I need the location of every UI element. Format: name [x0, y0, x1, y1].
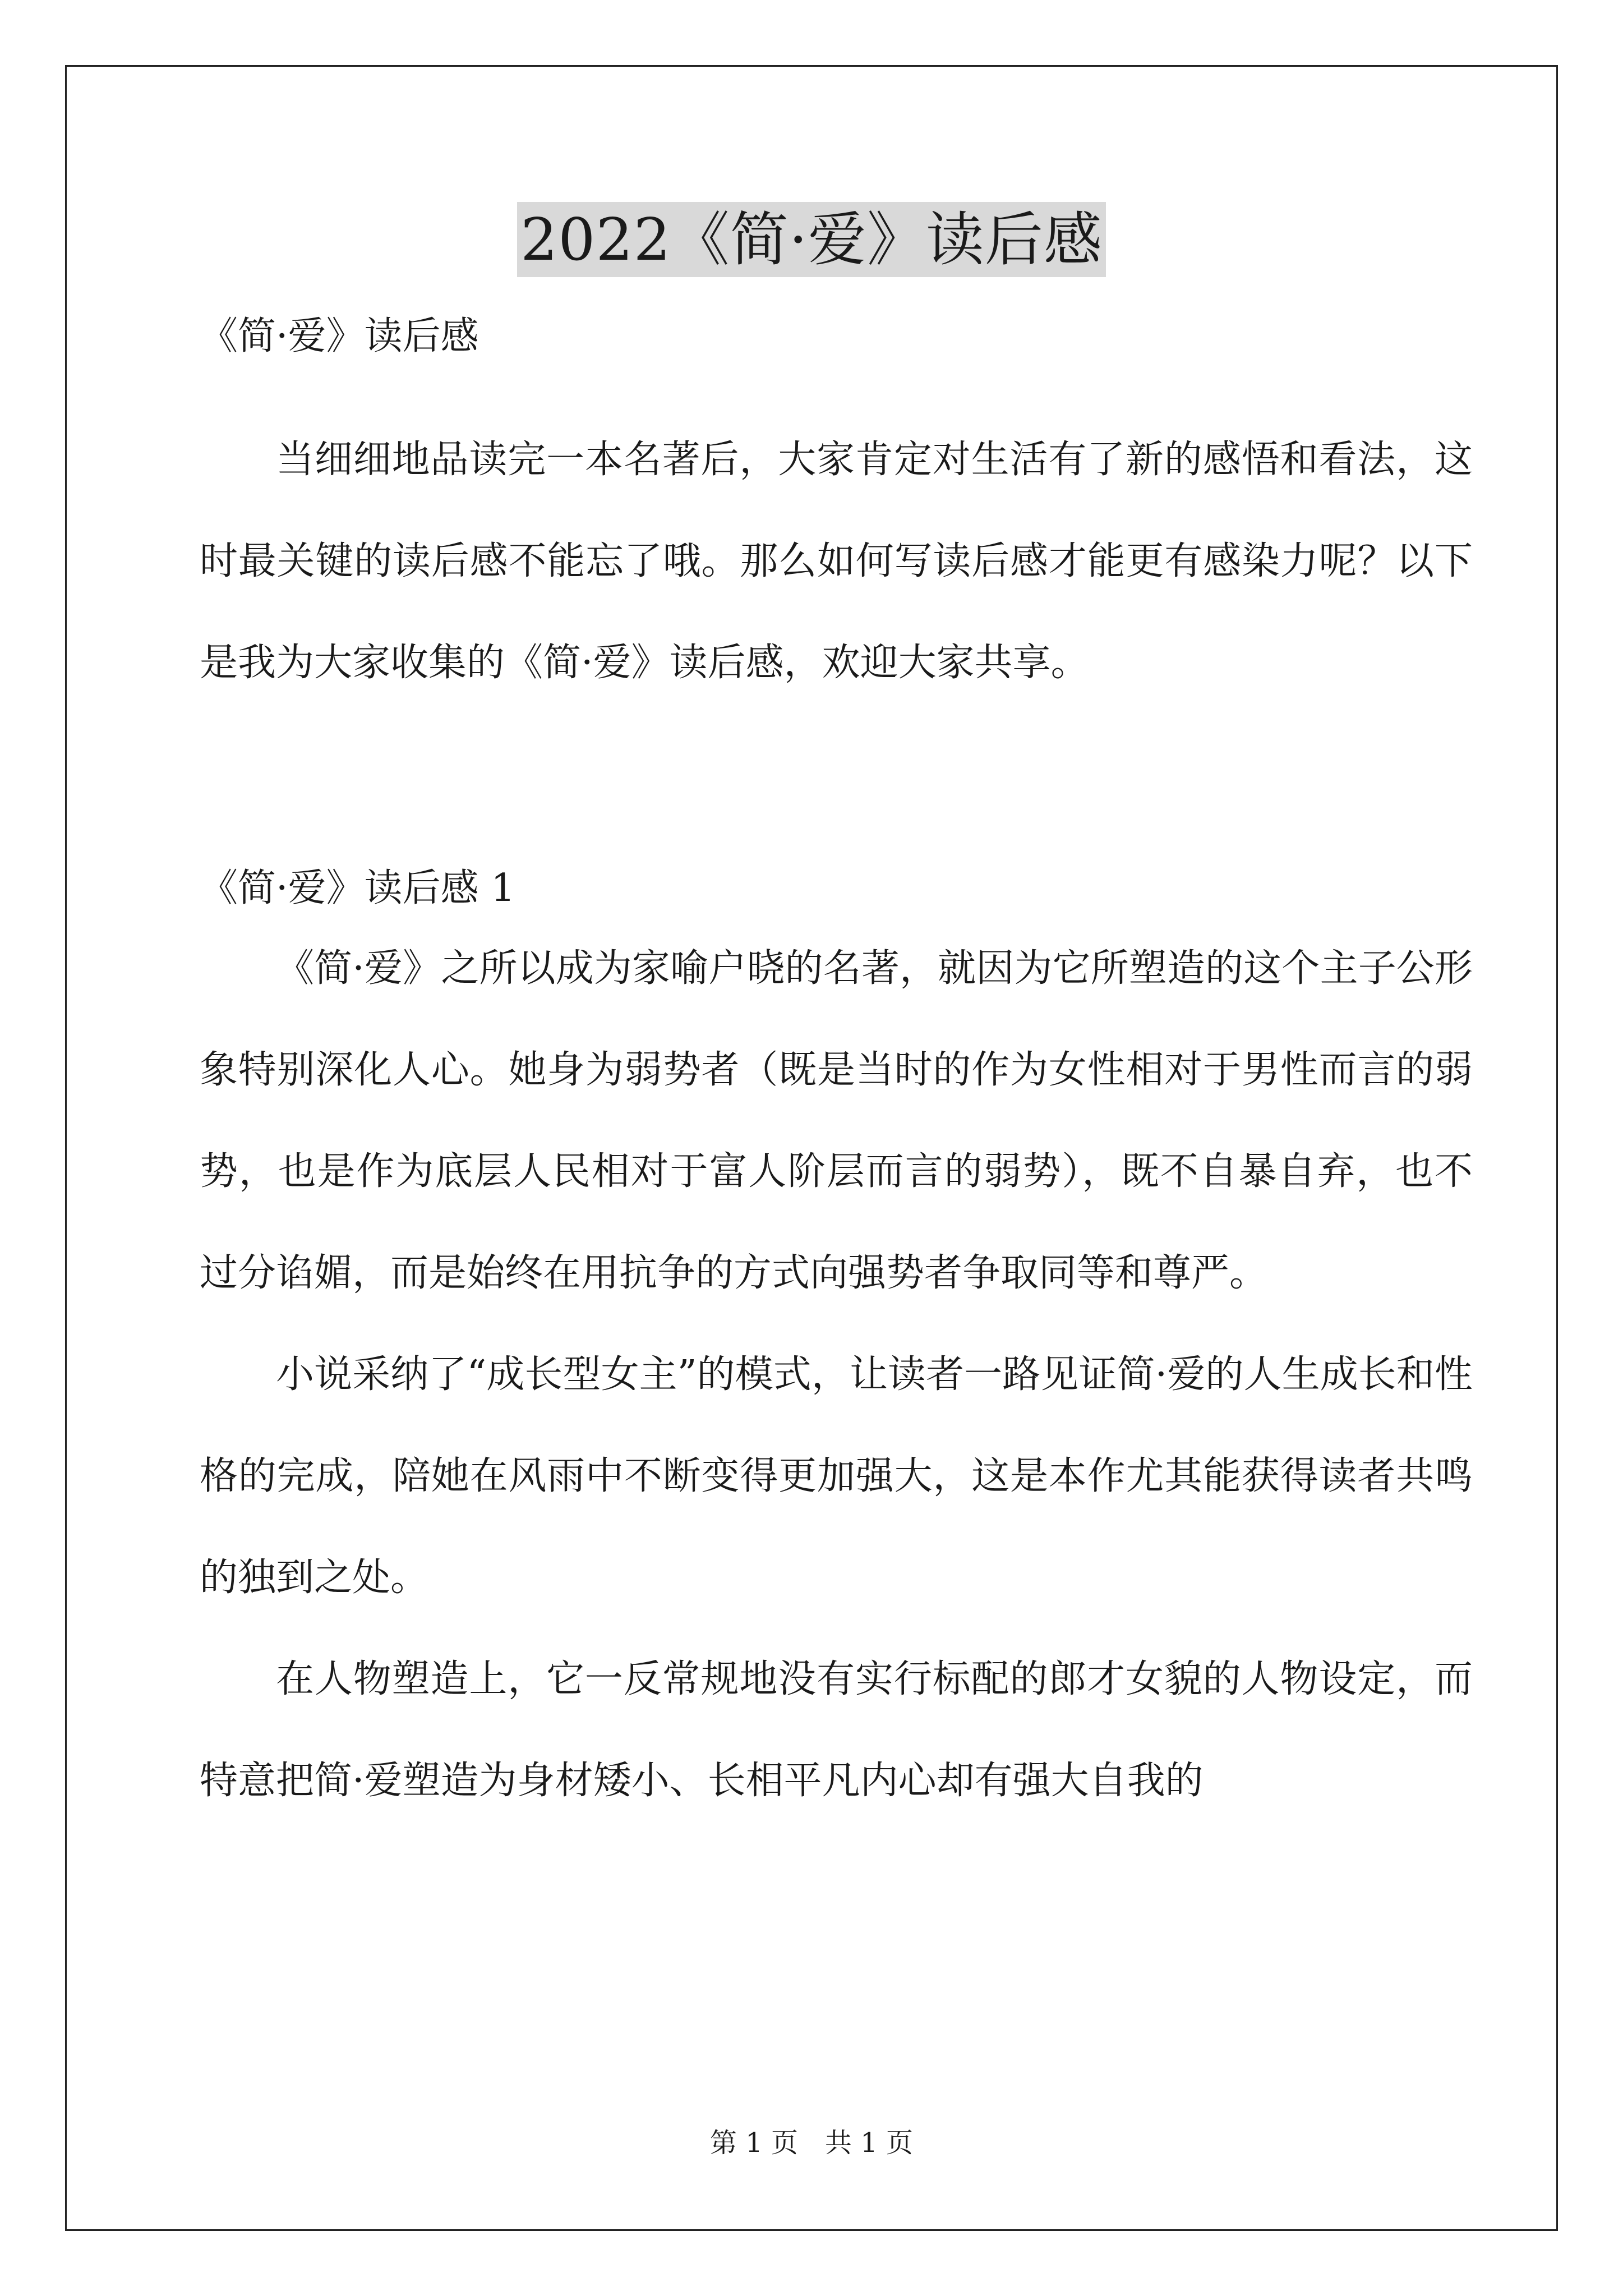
title-container — [0, 202, 1623, 277]
page-total: 共 1 页 — [825, 2127, 914, 2159]
body-paragraph-1: 《简·爱》之所以成为家喻户晓的名著，就因为它所塑造的这个主子公形象特别深化人心。她身为弱势者（既是当时的作为女性相对于男性而言的弱势，也是作为底层人民相对于富人阶层而言的弱势），既不自暴自弃，也不过分谄媚，而是始终在用抗争的方式向强势者争取同等和尊严。 — [200, 946, 1473, 1295]
intro-paragraph: 当细细地品读完一本名著后，大家肯定对生活有了新的感悟和看法，这时最关键的读后感不能忘了哦。那么如何写读后感才能更有感染力呢？以下是我为大家收集的《简·爱》读后感，欢迎大家共享。 — [200, 438, 1473, 685]
subtitle: 《简·爱》读后感 — [200, 314, 479, 358]
document-body — [200, 307, 1473, 1832]
document-title: 2022《简·爱》读后感 — [517, 202, 1106, 277]
body-paragraph-3: 在人物塑造上，它一反常规地没有实行标配的郎才女貌的人物设定，而特意把简·爱塑造为身材矮小、长相平凡内心却有强大自我的 — [200, 1657, 1473, 1803]
body-paragraph-2: 小说采纳了“成长型女主”的模式，让读者一路见证简·爱的人生成长和性格的完成，陪她在风雨中不断变得更加强大，这是本作尤其能获得读者共鸣的独到之处。 — [200, 1352, 1473, 1600]
page-number: 第 1 页 — [709, 2127, 798, 2159]
section-heading: 《简·爱》读后感 1 — [200, 866, 515, 910]
page-footer — [0, 2126, 1623, 2160]
